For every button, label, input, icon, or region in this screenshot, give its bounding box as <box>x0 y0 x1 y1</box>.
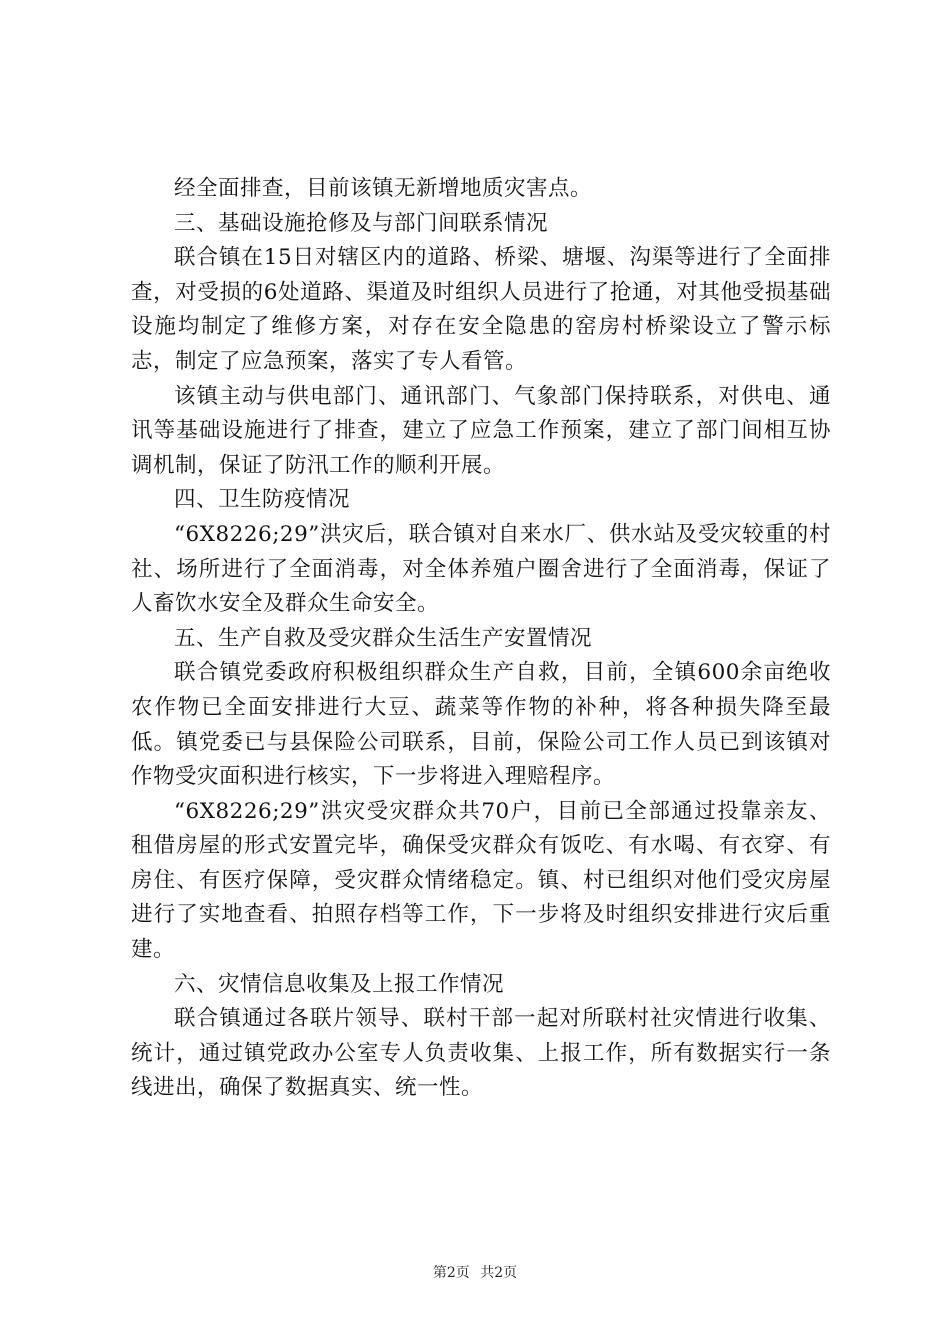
paragraph-infrastructure-repair: 联合镇在15日对辖区内的道路、桥梁、塘堰、沟渠等进行了全面排查，对受损的6处道路、渠道及时组织人员进行了抢通，对其他受损基础设施均制定了维修方案，对存在安全隐患的窑房村桥梁设立了警示标志，制定了应急预案，落实了专人看管。 <box>131 245 831 374</box>
section-heading-production-relief: 五、生产自救及受灾群众生活生产安置情况 <box>174 625 593 651</box>
paragraph-geology-result: 经全面排查，目前该镇无新增地质灾害点。 <box>174 176 593 201</box>
paragraph-data-collection: 联合镇通过各联片领导、联村干部一起对所联村社灾情进行收集、统计，通过镇党政办公室专人负责收集、上报工作，所有数据实行一条线进出，确保了数据真实、统一性。 <box>131 1006 831 1101</box>
paragraph-crop-replanting: 联合镇党委政府积极组织群众生产自救，目前，全镇600余亩绝收农作物已全面安排进行大豆、蔬菜等作物的补种，将各种损失降至最低。镇党委已与县保险公司联系，目前，保险公司工作人员已到该镇对作物受灾面积进行核实，下一步将进入理赔程序。 <box>131 660 831 790</box>
section-heading-epidemic-prevention: 四、卫生防疫情况 <box>174 487 351 513</box>
page-total: 共2页 <box>480 1265 518 1281</box>
section-heading-infrastructure: 三、基础设施抢修及与部门间联系情况 <box>174 210 549 236</box>
page-number: 第2页 <box>432 1265 470 1281</box>
paragraph-victim-resettlement: “6X8226;29”洪灾受灾群众共70户，目前已全部通过投靠亲友、租借房屋的形式安置完毕，确保受灾群众有饭吃、有水喝、有衣穿、有房住、有医疗保障，受灾群众情绪稳定。镇、村已组织对他们受灾房屋进行了实地查看、拍照存档等工作，下一步将及时组织安排进行灾后重建。 <box>131 798 831 963</box>
paragraph-disinfection: “6X8226;29”洪灾后，联合镇对自来水厂、供水站及受灾较重的村社、场所进行了全面消毒，对全体养殖户圈舍进行了全面消毒，保证了人畜饮水安全及群众生命安全。 <box>131 521 831 617</box>
paragraph-department-liaison: 该镇主动与供电部门、通讯部门、气象部门保持联系，对供电、通讯等基础设施进行了排查，建立了应急工作预案，建立了部门间相互协调机制，保证了防汛工作的顺利开展。 <box>131 383 831 478</box>
document-body <box>131 172 831 1106</box>
page-footer <box>0 1262 950 1282</box>
section-heading-info-reporting: 六、灾情信息收集及上报工作情况 <box>174 971 505 997</box>
